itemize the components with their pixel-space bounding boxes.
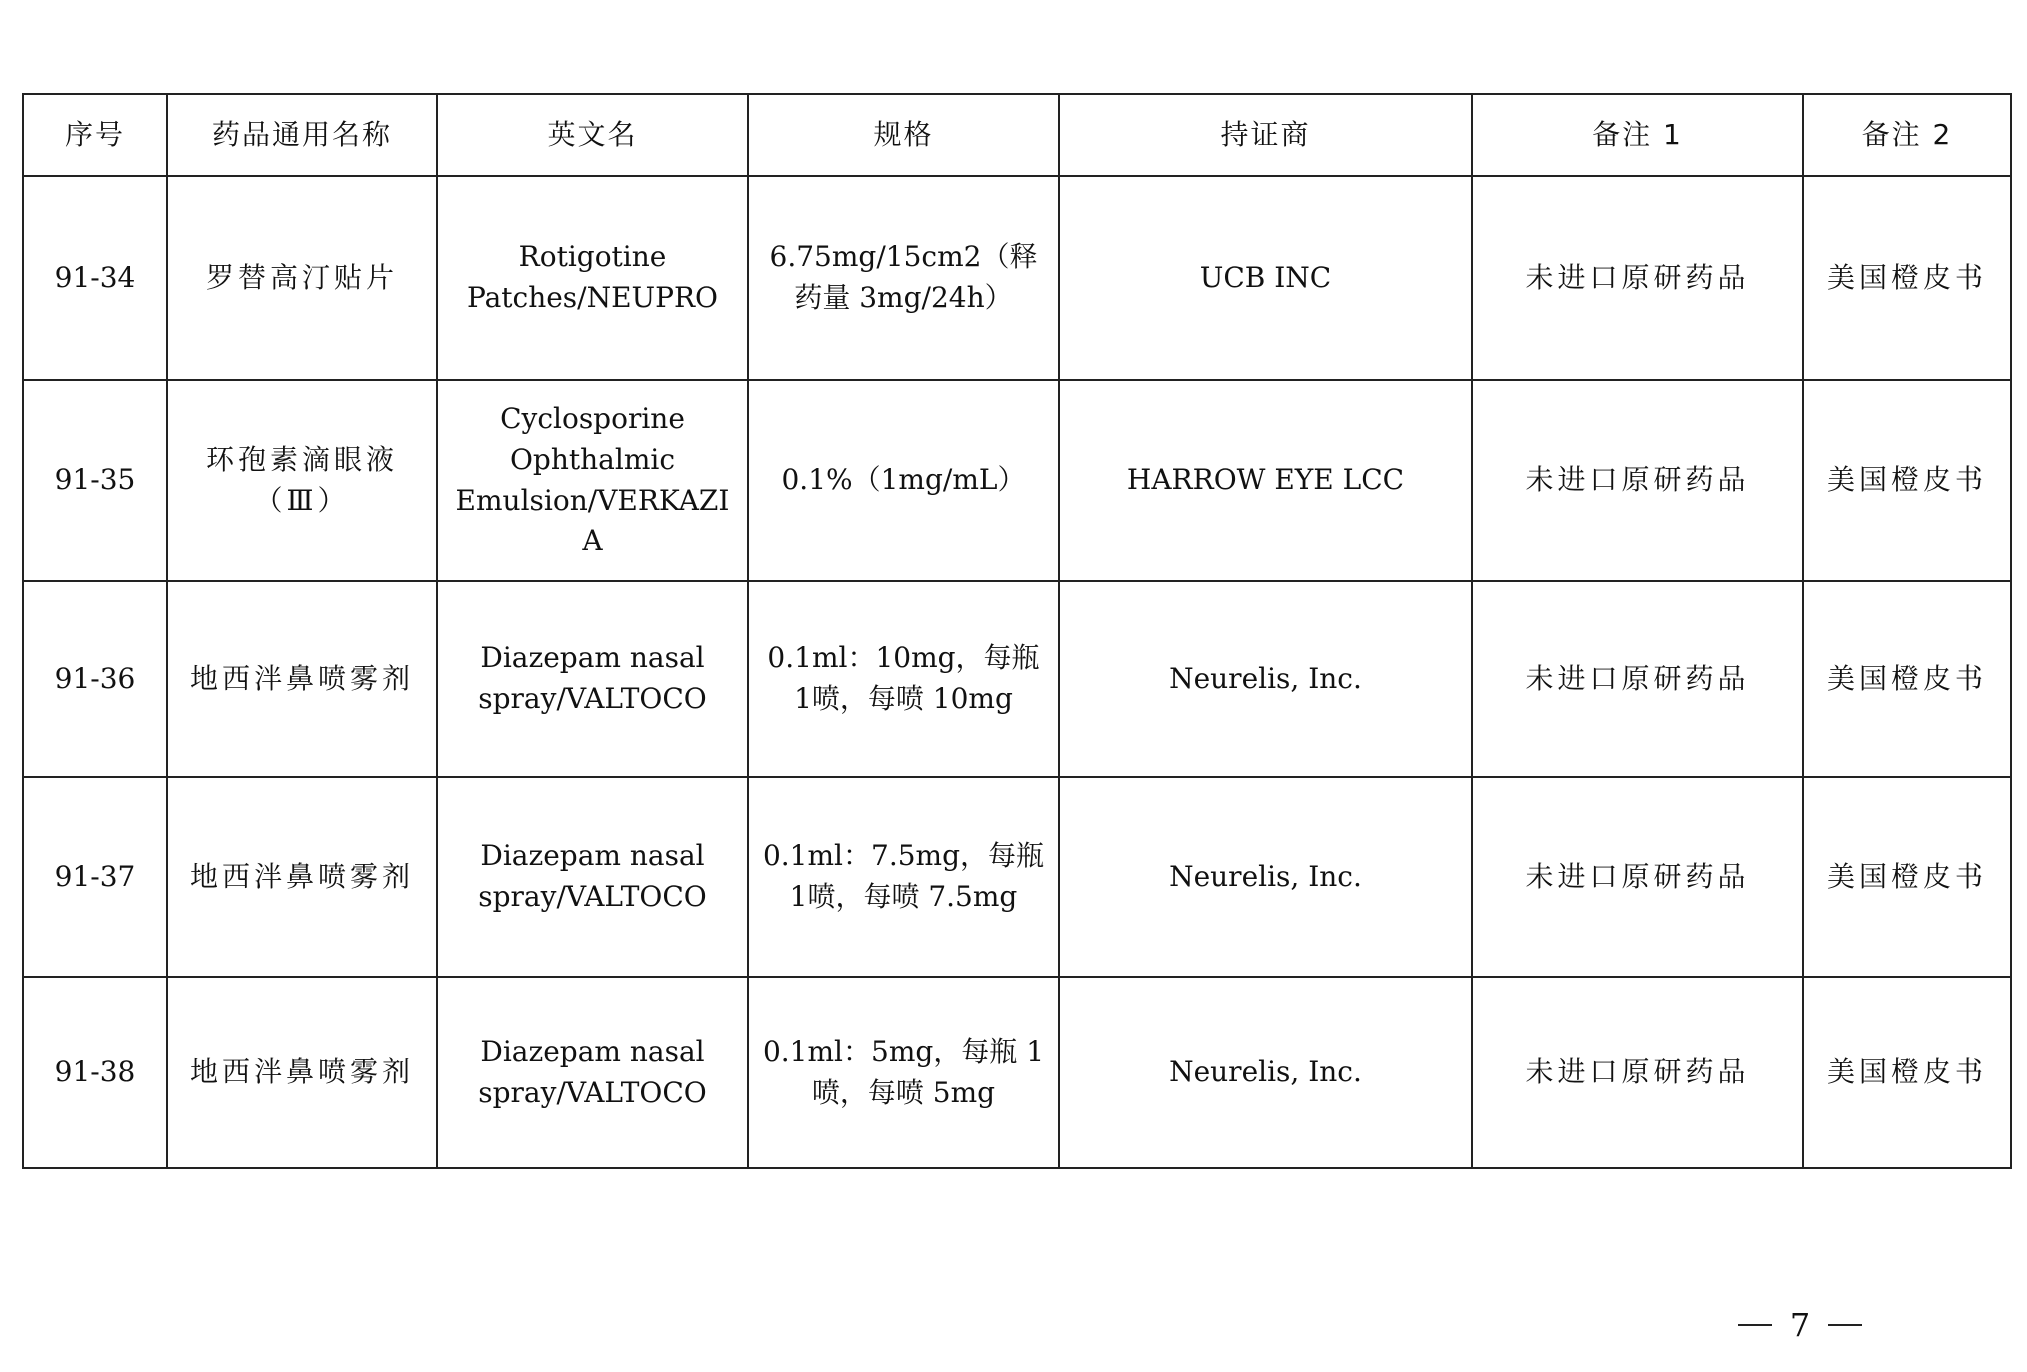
cell-generic-name: 罗替高汀贴片 [167,176,437,380]
header-note-2: 备注 2 [1803,94,2011,176]
cell-specification: 0.1ml：7.5mg，每瓶1喷，每喷 7.5mg [748,777,1059,977]
cell-note-1: 未进口原研药品 [1472,581,1803,777]
cell-note-1: 未进口原研药品 [1472,176,1803,380]
cell-generic-name: 地西泮鼻喷雾剂 [167,581,437,777]
cell-serial-number: 91-37 [23,777,167,977]
cell-note-1: 未进口原研药品 [1472,977,1803,1168]
cell-serial-number: 91-36 [23,581,167,777]
table-row [23,777,2011,977]
cell-note-2: 美国橙皮书 [1803,581,2011,777]
table-row [23,581,2011,777]
cell-license-holder: HARROW EYE LCC [1059,380,1472,581]
cell-note-2: 美国橙皮书 [1803,176,2011,380]
table-row [23,977,2011,1168]
cell-english-name: Diazepam nasal spray/VALTOCO [437,777,748,977]
header-english-name: 英文名 [437,94,748,176]
table-header-row [23,94,2011,176]
cell-generic-name: 地西泮鼻喷雾剂 [167,977,437,1168]
cell-specification: 0.1ml：10mg，每瓶1喷，每喷 10mg [748,581,1059,777]
header-serial-number: 序号 [23,94,167,176]
cell-specification: 6.75mg/15cm2（释药量 3mg/24h） [748,176,1059,380]
cell-serial-number: 91-34 [23,176,167,380]
cell-english-name: Diazepam nasal spray/VALTOCO [437,977,748,1168]
header-generic-name: 药品通用名称 [167,94,437,176]
drug-table [22,93,2012,1169]
cell-license-holder: Neurelis, Inc. [1059,977,1472,1168]
page-number-value: 7 [1789,1306,1811,1344]
cell-specification: 0.1%（1mg/mL） [748,380,1059,581]
cell-note-2: 美国橙皮书 [1803,777,2011,977]
cell-specification: 0.1ml：5mg，每瓶 1 喷，每喷 5mg [748,977,1059,1168]
cell-serial-number: 91-35 [23,380,167,581]
cell-note-1: 未进口原研药品 [1472,380,1803,581]
cell-generic-name: 地西泮鼻喷雾剂 [167,777,437,977]
cell-license-holder: Neurelis, Inc. [1059,581,1472,777]
cell-generic-name: 环孢素滴眼液（Ⅲ） [167,380,437,581]
cell-note-2: 美国橙皮书 [1803,380,2011,581]
cell-note-1: 未进口原研药品 [1472,777,1803,977]
page-number [1700,1300,1900,1350]
page-number-left-dash [1738,1324,1772,1326]
table-row [23,380,2011,581]
cell-english-name: Cyclosporine Ophthalmic Emulsion/VERKAZIA [437,380,748,581]
cell-note-2: 美国橙皮书 [1803,977,2011,1168]
cell-license-holder: Neurelis, Inc. [1059,777,1472,977]
cell-license-holder: UCB INC [1059,176,1472,380]
header-license-holder: 持证商 [1059,94,1472,176]
cell-english-name: Rotigotine Patches/NEUPRO [437,176,748,380]
cell-english-name: Diazepam nasal spray/VALTOCO [437,581,748,777]
cell-serial-number: 91-38 [23,977,167,1168]
page-number-right-dash [1828,1324,1862,1326]
header-note-1: 备注 1 [1472,94,1803,176]
table-row [23,176,2011,380]
header-specification: 规格 [748,94,1059,176]
